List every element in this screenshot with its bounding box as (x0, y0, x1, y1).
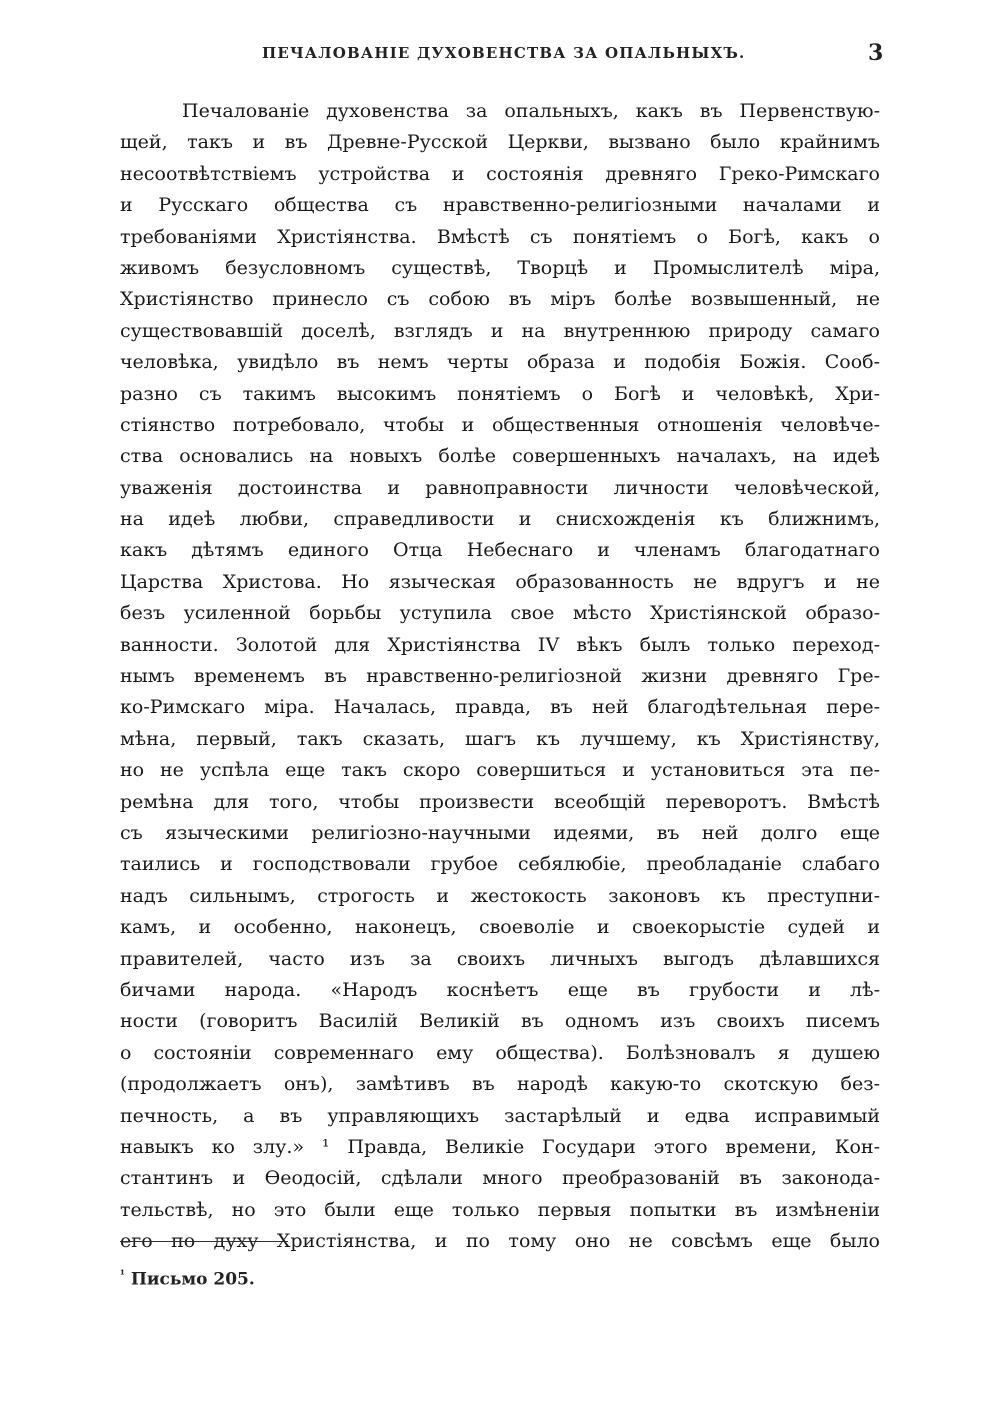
text-line: правителей, часто изъ за своихъ личныхъ выгодъ дѣлавшихся (120, 947, 880, 970)
text-line: ности (говоритъ Василій Великій въ одномъ изъ своихъ писемъ (120, 1010, 880, 1033)
page-number: 3 (868, 40, 884, 66)
text-line: разно съ такимъ высокимъ понятіемъ о Богѣ и человѣкѣ, Хри- (120, 382, 880, 405)
text-line: его по духу Христіянства, и по тому оно не совсѣмъ еще было (120, 1230, 880, 1253)
text-line: таились и господствовали грубое себялюбіе, преобладаніе слабаго (120, 853, 880, 876)
text-line: существовавшій доселѣ, взглядъ и на внутреннюю природу самаго (120, 319, 880, 342)
text-line: ко-Римскаго міра. Началась, правда, въ ней благодѣтельная пере- (120, 696, 880, 719)
footnote-marker: ¹ (120, 1268, 125, 1281)
text-line: навыкъ ко злу.» ¹ Правда, Великіе Государи этого времени, Кон- (120, 1135, 880, 1158)
text-line: бичами народа. «Народъ коснѣетъ еще въ грубости и лѣ- (120, 978, 880, 1001)
text-line: мѣна, первый, такъ сказать, шагъ къ лучшему, къ Христіянству, (120, 727, 880, 750)
text-line: Христіянство принесло съ собою въ міръ болѣе возвышенный, не (120, 288, 880, 311)
text-line: съ языческими религіозно-научными идеями, въ ней долго еще (120, 821, 880, 844)
text-line: безъ усиленной борьбы уступила свое мѣсто Христіянской образо- (120, 602, 880, 625)
body-text (120, 96, 880, 1257)
text-line: несоотвѣтствіемъ устройства и состоянія древняго Греко-Римскаго (120, 162, 880, 185)
text-line: надъ сильнымъ, строгость и жестокость законовъ къ преступни- (120, 884, 880, 907)
footnote-divider (120, 1241, 288, 1242)
text-line: Царства Христова. Но языческая образованность не вдругъ и не (120, 570, 880, 593)
text-line: нымъ временемъ въ нравственно-религіозной жизни древняго Гре- (120, 665, 880, 688)
footnote (120, 1268, 255, 1290)
text-line: (продолжаетъ онъ), замѣтивъ въ народѣ какую-то скотскую без- (120, 1073, 880, 1096)
text-line: о состояніи современнаго ему общества). Болѣзновалъ я душею (120, 1041, 880, 1064)
text-line: живомъ безусловномъ существѣ, Творцѣ и Промыслителѣ міра, (120, 256, 880, 279)
footnote-text: Письмо 205. (130, 1269, 255, 1290)
text-line: ства основались на новыхъ болѣе совершенныхъ началахъ, на идеѣ (120, 445, 880, 468)
text-line: какъ дѣтямъ единого Отца Небеснаго и членамъ благодатнаго (120, 539, 880, 562)
text-line: ремѣна для того, чтобы произвести всеобщій переворотъ. Вмѣстѣ (120, 790, 880, 813)
text-line: тельствѣ, но это были еще только первыя попытки въ измѣненіи (120, 1198, 880, 1221)
text-line: но не успѣла еще такъ скоро совершиться и установиться эта пе- (120, 759, 880, 782)
running-title: ПЕЧАЛОВАНІЕ ДУХОВЕНСТВА ЗА ОПАЛЬНЫХЪ. (262, 44, 746, 62)
text-line: ванности. Золотой для Христіянства IV вѣкъ былъ только переход- (120, 633, 880, 656)
text-line: человѣка, увидѣло въ немъ черты образа и подобія Божія. Сооб- (120, 351, 880, 374)
text-line: стіянство потребовало, чтобы и общественныя отношенія человѣче- (120, 413, 880, 436)
text-line: уваженія достоинства и равноправности личности человѣческой, (120, 476, 880, 499)
text-line: камъ, и особенно, наконецъ, своеволіе и своекорыстіе судей и (120, 916, 880, 939)
text-line: на идеѣ любви, справедливости и снисхожденія къ ближнимъ, (120, 508, 880, 531)
text-line: печность, а въ управляющихъ застарѣлый и едва исправимый (120, 1104, 880, 1127)
text-line: Печалованіе духовенства за опальныхъ, какъ въ Первенствую- (182, 100, 880, 122)
text-line: щей, такъ и въ Древне-Русской Церкви, вызвано было крайнимъ (120, 131, 880, 154)
text-line: требованіями Христіянства. Вмѣстѣ съ понятіемъ о Богѣ, какъ о (120, 225, 880, 248)
text-line: и Русскаго общества съ нравственно-религіозными началами и (120, 194, 880, 217)
text-line: стантинъ и Ѳеодосій, сдѣлали много преобразованій въ законода- (120, 1167, 880, 1190)
